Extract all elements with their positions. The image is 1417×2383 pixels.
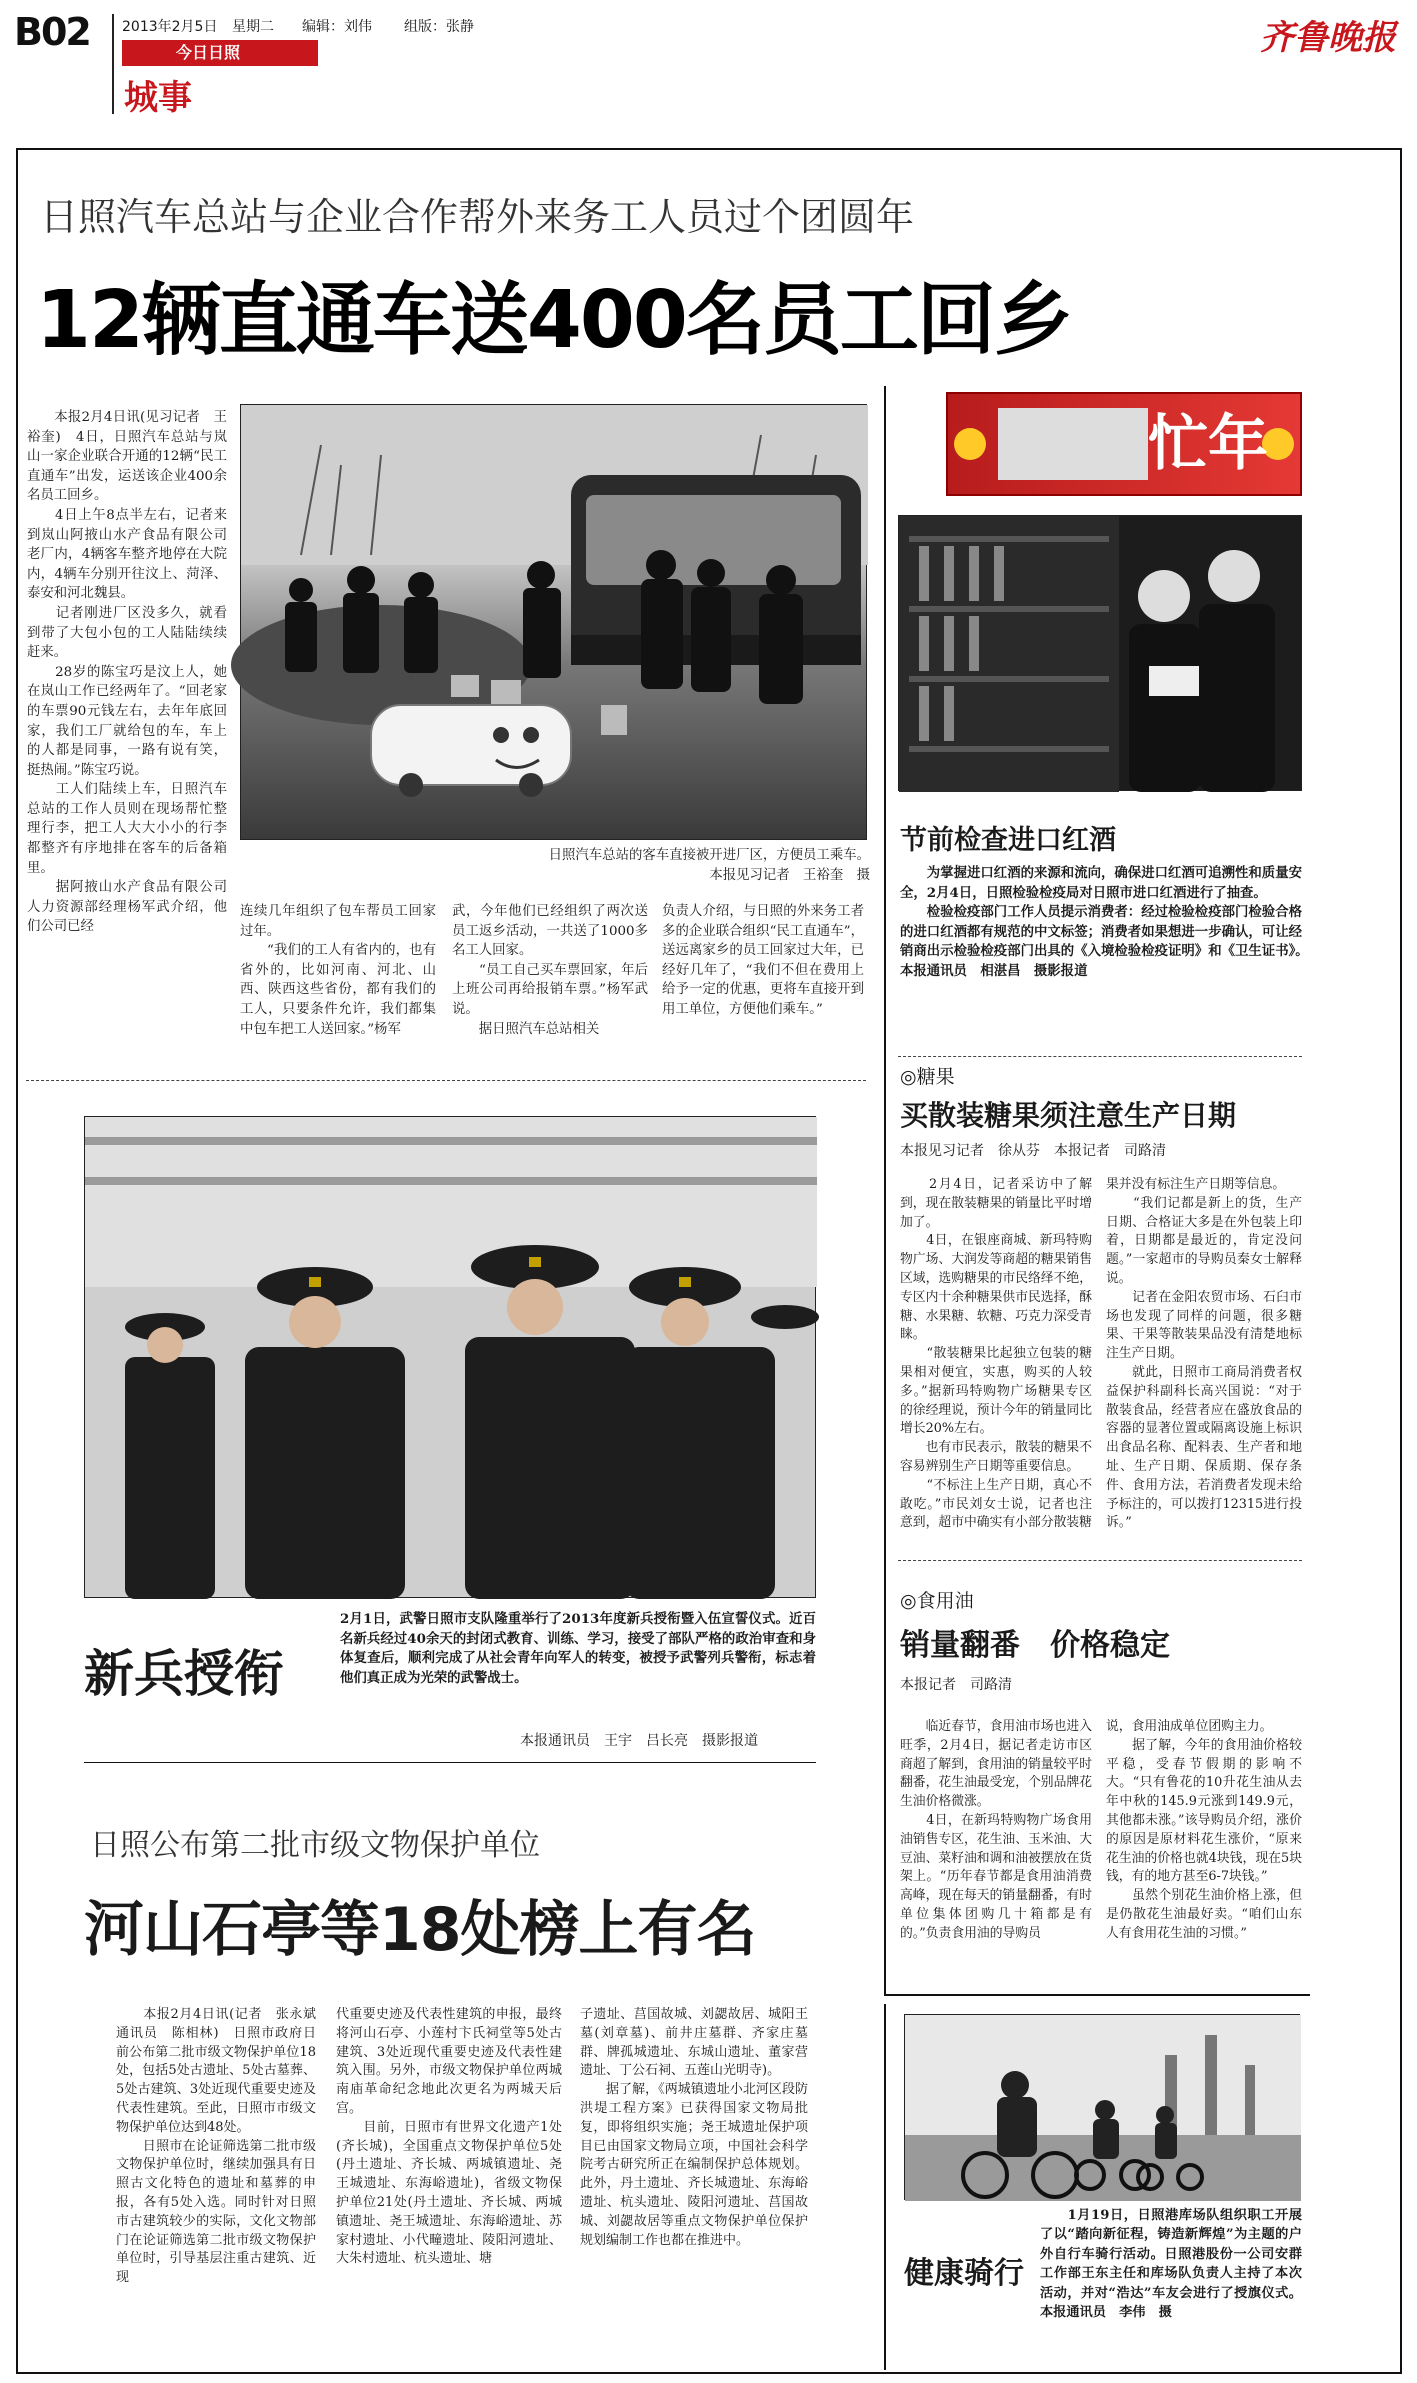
lead-divider [26, 1080, 866, 1081]
layout-credit: 组版：张静 [404, 19, 474, 35]
candy-col-1: 2月4日，记者采访中了解到，现在散装糖果的销量比平时增加了。 4日，在银座商城、新玛特购物广场、大润发等商超的糖果销售区域，选购糖果的市民络绎不绝，专区内十余种糖果供市民选择，酥糖、水果糖、软糖、巧克力深受青睐。 “散装糖果比起独立包装的糖果相对便宜，实惠，购买的人较多。”据新玛特购物广场糖果专区的徐经理说，预计今年的销量同比增长20%左右。 也有市民表示，散装的糖果不容易辨别生产日期等重要信息。 “不标注上生产日期，真心不敢吃。”市民刘女士说，记者也注意到，超市中确实有小部分散装糖 [900, 1177, 1092, 1531]
section-title: 城事 [124, 78, 192, 118]
lead-headline: 12辆直通车送400名员工回乡 [36, 274, 1071, 366]
issue-weekday: 星期二 [232, 19, 274, 35]
recruit-headline: 新兵授衔 [84, 1645, 284, 1703]
recruit-rule [84, 1762, 816, 1763]
page-number: B02 [14, 10, 90, 54]
wine-body: 为掌握进口红酒的来源和流向，确保进口红酒可追溯性和质量安全，2月4日，日照检验检疫局对日照市进口红酒进行了抽查。 检验检疫部门工作人员提示消费者：经过检验检疫部门检验合格的进口红酒都有规范的中文标签；消费者如果想进一步确认，可让经销商出示检验检疫部门出具的《入境检验检疫证明》和《卫生证书》。 本报通讯员 相湛昌 摄影报道 [900, 865, 1302, 979]
oil-tag: ◎食用油 [900, 1590, 974, 1612]
lead-kicker: 日照汽车总站与企业合作帮外来务工人员过个团圆年 [40, 195, 915, 239]
oil-col-2: 说，食用油成单位团购主力。 据了解，今年的食用油价格较平稳，受春节假期的影响不大。“只有鲁花的10升花生油从去年中秋的145.9元涨到149.9元，其他都未涨。”该导购员介绍，涨价的原因是原材料花生涨价，“原来花生油的价格也就4块钱，现在5块钱，有的地方甚至6-7块钱。” 虽然个别花生油价格上涨，但是仍散花生油最好卖。“咱们山东人有食用花生油的习惯。” [1106, 1719, 1302, 1941]
candy-byline: 本报见习记者 徐从芬 本报记者 司路清 [900, 1143, 1166, 1159]
oil-byline: 本报记者 司路清 [900, 1677, 1012, 1693]
oil-col-1: 临近春节，食用油市场也进入旺季，2月4日，据记者走访市区商超了解到，食用油的销量较平时翻番，花生油最受宠，个别品牌花生油价格微涨。 4日，在新玛特购物广场食用油销售专区，花生油、玉米油、大豆油、菜籽油和调和油被摆放在货架上。“历年春节都是食用油消费高峰，现在每天的销量翻番，有时单位集体团购几十箱都是有的。”负责食用油的导购员 [900, 1719, 1092, 1941]
recruit-photo [84, 1116, 816, 1598]
relics-headline: 河山石亭等18处榜上有名 [84, 1895, 756, 1965]
section-banner: 今日日照 [122, 40, 318, 66]
recruit-caption: 2月1日，武警日照市支队隆重举行了2013年度新兵授衔暨入伍宣誓仪式。近百名新兵经过40余天的封闭式教育、训练、学习，接受了部队严格的政治审查和身体复查后，顺利完成了从社会青年向军人的转变，被授予武警列兵警衔，标志着他们真正成为光荣的武警战士。 [340, 1611, 816, 1686]
relics-col-2: 代重要史迹及代表性建筑的申报，最终将河山石亭、小莲村卞氏祠堂等5处古建筑、3处近现代重要史迹及代表性建筑入围。另外，市级文物保护单位两城南庙革命纪念地此次更名为两城天后宫。 目前，日照市有世界文化遗产1处(齐长城)，全国重点文物保护单位5处(丹土遗址、齐长城、两城镇遗址、尧王城遗址、东海峪遗址)，省级文物保护单位21处(丹土遗址、齐长城、两城镇遗址、尧王城遗址、东海峪遗址、苏家村遗址、小代疃遗址、陵阳河遗址、大朱村遗址、杭头遗址、塘 [336, 2007, 562, 2267]
busy-badge-label: 忙年 [1148, 409, 1268, 479]
cycling-headline: 健康骑行 [904, 2256, 1024, 2291]
candy-tag: ◎糖果 [900, 1066, 955, 1088]
recruit-credit: 本报通讯员 王宇 吕长亮 摄影报道 [520, 1733, 758, 1749]
bus-photo [240, 404, 867, 840]
brand-logo: 齐鲁晚报 [1260, 18, 1396, 58]
candy-col-2: 果并没有标注生产日期等信息。 “我们记都是新上的货，生产日期、合格证大多是在外包装上印着，日期都是最近的，肯定没问题。”一家超市的导购员秦女士解释说。 记者在金阳农贸市场、石臼市场也发现了同样的问题，很多糖果、干果等散装果品没有清楚地标注生产日期。 就此，日照市工商局消费者权益保护科副科长高兴国说：“对于散装食品，经营者应在盛放食品的容器的显著位置或隔离设施上标识出食品名称、配料表、生产者和地址、生产日期、保质期、保存条件、食用方法，若消费者发现未给予标注的，可以拨打12315进行投诉。” [1106, 1177, 1302, 1531]
lead-col-3: 武，今年他们已经组织了两次送员工返乡活动，一共送了1000多名工人回家。 “员工自己买车票回家，年后上班公司再给报销车票。”杨军武说。 据日照汽车总站相关 [452, 904, 648, 1037]
relics-kicker: 日照公布第二批市级文物保护单位 [90, 1828, 540, 1863]
editor-credit: 编辑：刘伟 [302, 19, 372, 35]
header-divider [112, 14, 114, 114]
wine-headline: 节前检查进口红酒 [900, 825, 1116, 856]
relics-col-3: 子遗址、莒国故城、刘勰故居、城阳王墓(刘章墓)、前井庄墓群、齐家庄墓群、牌孤城遗址、东城山遗址、董家营遗址、丁公石祠、五莲山光明寺)。 据了解，《两城镇遗址小北河区段防洪堤工程方案》已获得国家文物局批复，即将组织实施；尧王城遗址保护项目已由国家文物局立项，中国社会科学院考古研究所正在编制保护总体规划。此外，丹土遗址、齐长城遗址、东海峪遗址、杭头遗址、陵阳河遗址、莒国故城、刘勰故居等重点文物保护单位保护规划编制工作也都在推进中。 [580, 2007, 808, 2248]
busy-column-frame [884, 386, 1310, 1996]
cycling-caption: 1月19日，日照港库场队组织职工开展了以“踏向新征程，铸造新辉煌”为主题的户外自行车骑行活动。日照港股份一公司安群工作部王东主任和库场队负责人主持了本次活动，并对“浩达”车友会进行了授旗仪式。本报通讯员 李伟 摄 [1040, 2208, 1302, 2321]
issue-date: 2013年2月5日 [122, 19, 218, 35]
candy-headline: 买散装糖果须注意生产日期 [900, 1099, 1237, 1132]
lead-col-1: 本报2月4日讯(见习记者 王裕奎) 4日，日照汽车总站与岚山一家企业联合开通的12辆“民工直通车”出发，运送该企业400余名员工回乡。 4日上午8点半左右，记者来到岚山阿掖山水产食品有限公司老厂内，4辆客车整齐地停在大院内，4辆车分别开往汶上、菏泽、泰安和河北魏县。 记者刚进厂区没多久，就看到带了大包小包的工人陆陆续续赶来。 28岁的陈宝巧是汶上人，她在岚山工作已经两年了。“回老家的车票90元钱左右，去年年底回家，我们工厂就给包的车，车上的人都是同事，一路有说有笑，挺热闹。”陈宝巧说。 工人们陆续上车，日照汽车总站的工作人员则在现场帮忙整理行李，把工人大大小小的行李都整齐有序地排在客车的后备箱里。 据阿掖山水产食品有限公司人力资源部经理杨军武介绍，他们公司已经 [27, 410, 227, 935]
bus-photo-caption: 日照汽车总站的客车直接被开进厂区，方便员工乘车。 本报见习记者 王裕奎 摄 [548, 848, 870, 883]
cycling-frame [884, 2004, 1310, 2370]
lead-col-2: 连续几年组织了包车帮员工回家过年。 “我们的工人有省内的，也有省外的，比如河南、河北、山西、陕西这些省份，都有我们的工人，只要条件允许，我们都集中包车把工人送回家。”杨军 [240, 904, 436, 1037]
relics-col-1: 本报2月4日讯(记者 张永斌 通讯员 陈相林) 日照市政府日前公布第二批市级文物保护单位18处，包括5处古遗址、5处古墓葬、5处古建筑、3处近现代重要史迹及代表性建筑。至此，日照市市级文物保护单位达到48处。 日照市在论证筛选第二批市级文物保护单位时，继续加强具有日照古文化特色的遗址和墓葬的申报，各有5处入选。同时针对日照市古建筑较少的实际，文化文物部门在论证筛选第二批市级文物保护单位时，引导基层注重古建筑、近现 [116, 2007, 316, 2286]
lead-col-4: 负责人介绍，与日照的外来务工者多的企业联合组织“民工直通车”，送远离家乡的员工回家过大年，已经好几年了，“我们不但在费用上给予一定的优惠，更将车直接开到用工单位，方便他们乘车。” [662, 904, 864, 1017]
oil-headline: 销量翻番 价格稳定 [900, 1628, 1170, 1663]
